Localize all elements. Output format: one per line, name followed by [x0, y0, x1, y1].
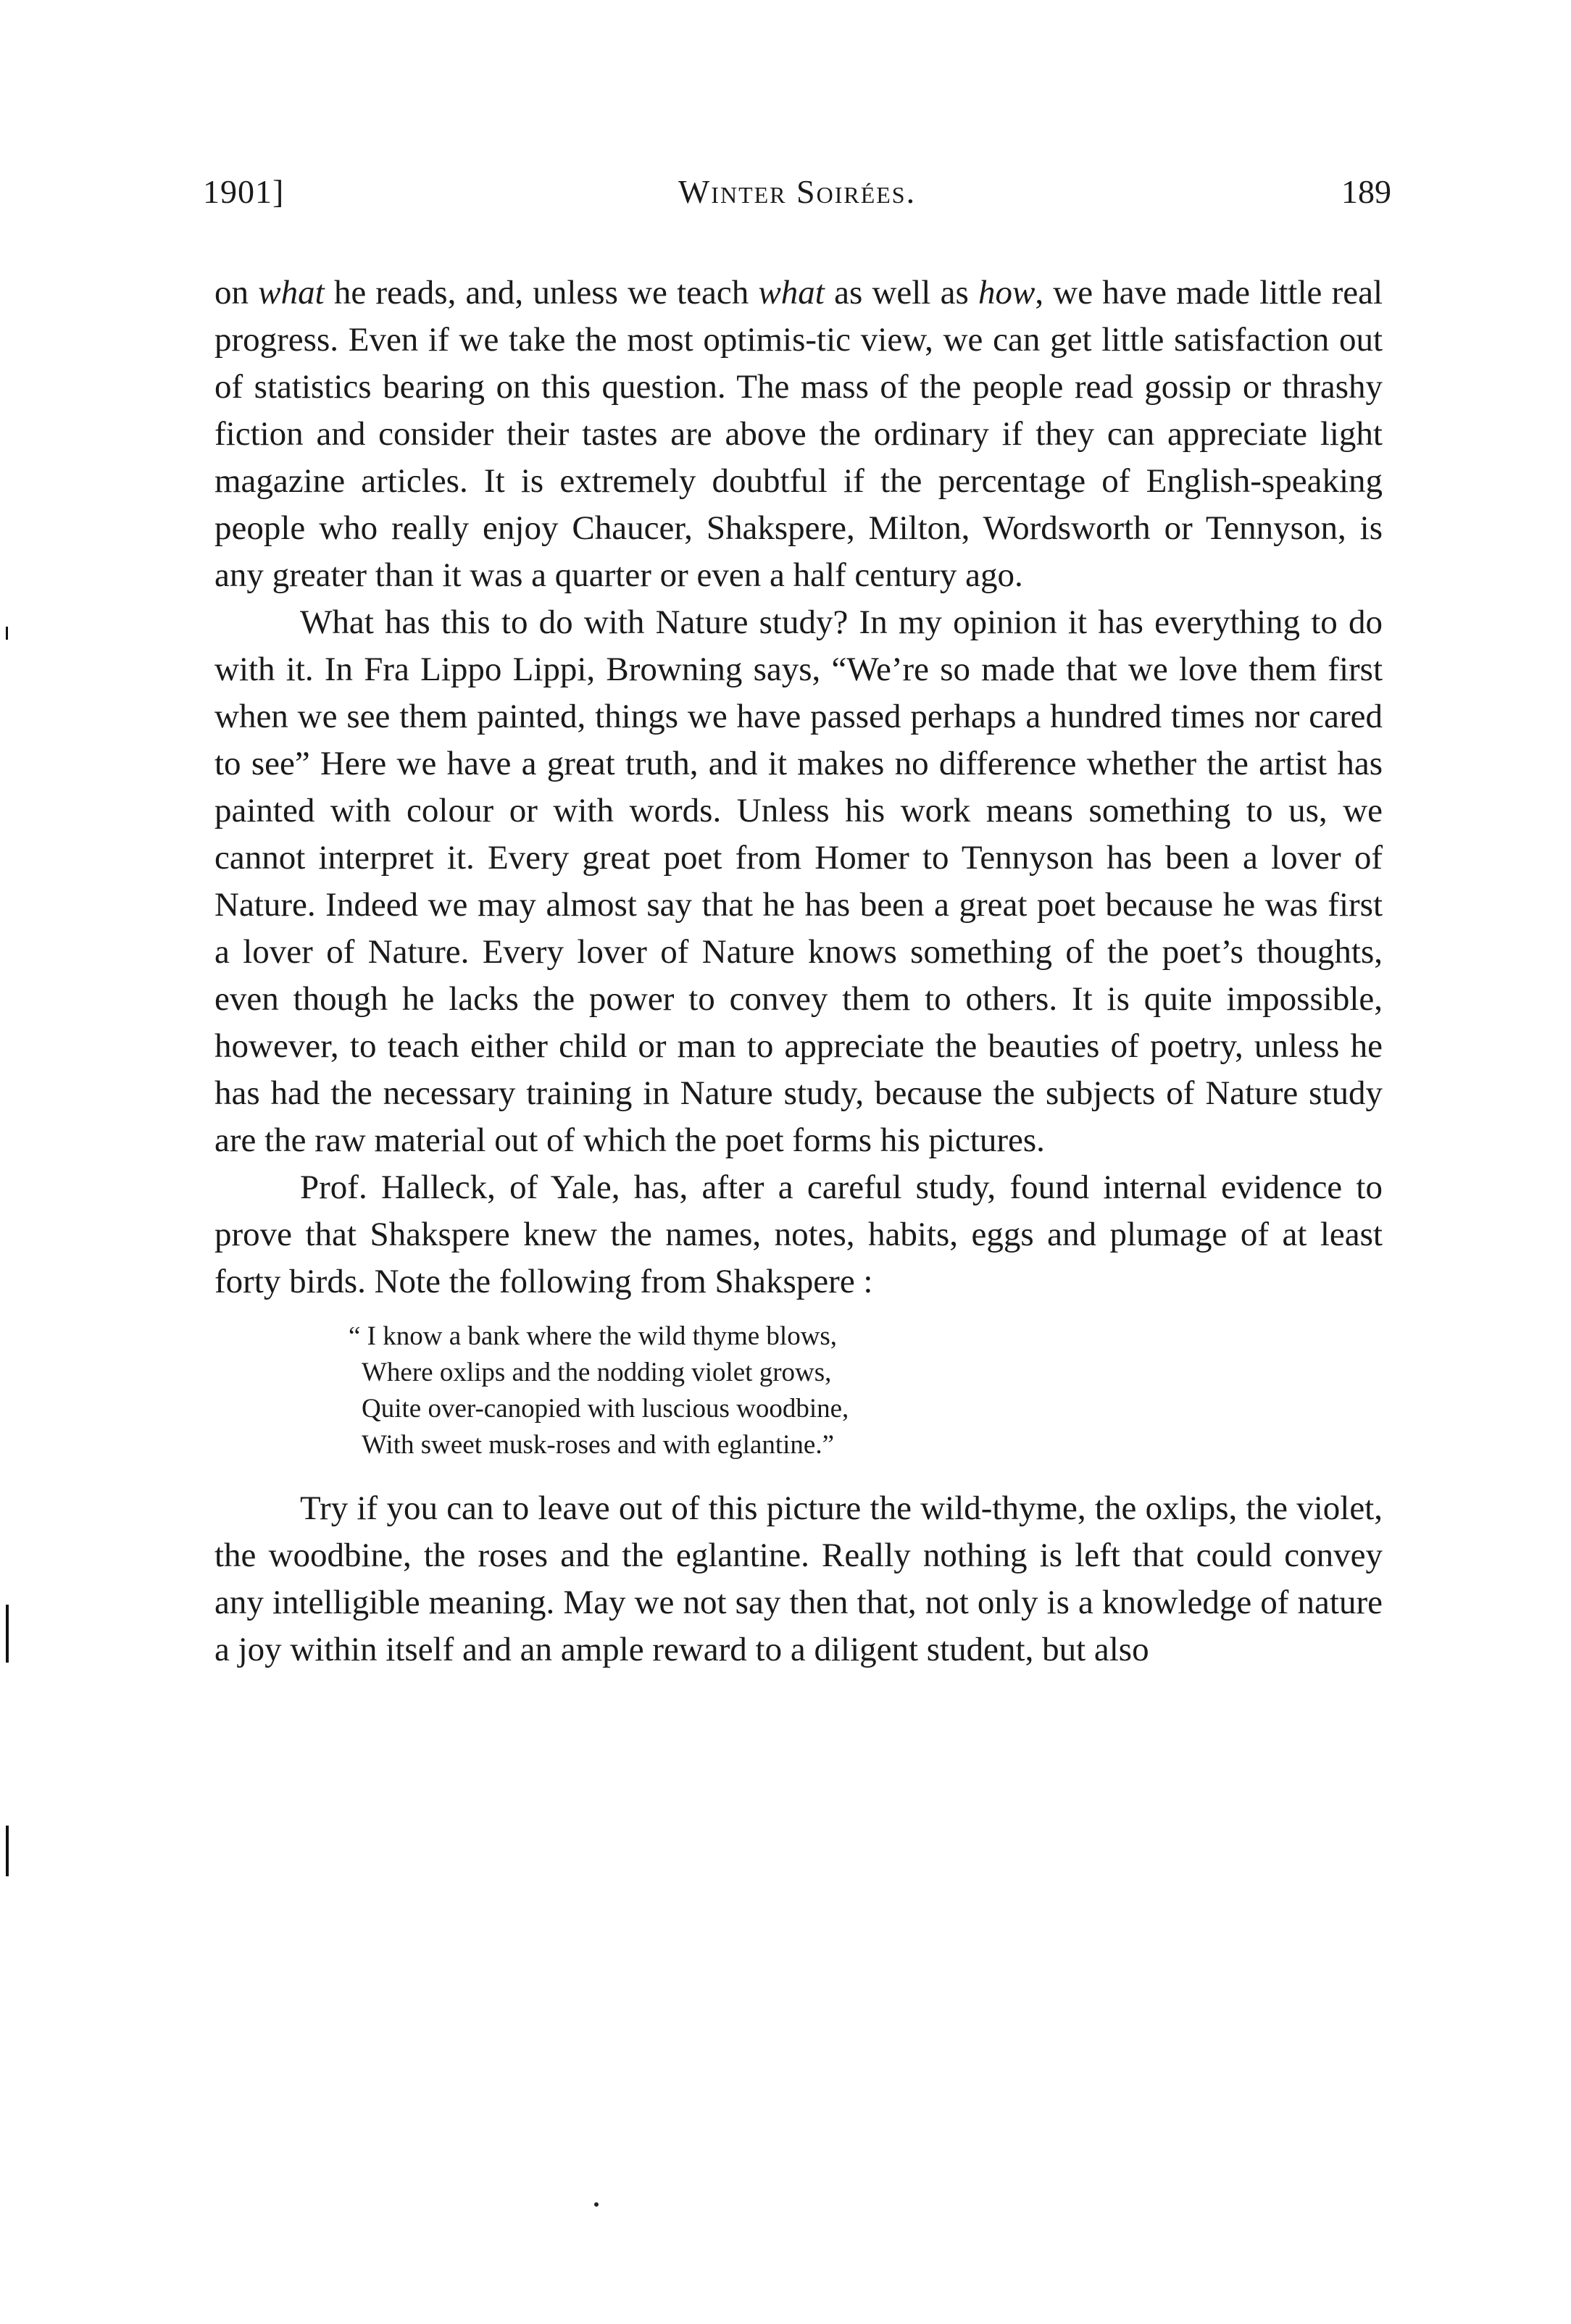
paragraph-4: Try if you can to leave out of this picture the wild-thyme, the oxlips, the violet, the woodbine, the roses and the eglantine. Really nothing is left that could convey any intelligible meaning. May we not say then that, not only is a knowledge of nature a joy within itself and an ample reward to a diligent student, but also [214, 1489, 1383, 1668]
header-year: 1901] [203, 173, 285, 210]
paragraph-1-text-a: on [214, 274, 259, 312]
paragraph-3: Prof. Halleck, of Yale, has, after a careful study, found internal evidence to prove that Shakspere knew the names, notes, habits, eggs and plumage of at least forty birds. Note the following from Shakspere : [214, 1169, 1383, 1300]
header-title: Winter Soirées. [678, 173, 917, 210]
paragraph-1-text-d: , we have made little real progress. Even if we take the most optimis-tic view, we can get little satisfaction out of statistics bearing on this question. The mass of the people read gossip or thrashy fiction and consider their tastes are above the ordinary if they can appreciate light magazine articles. It is extremely doubtful if the percentage of English-speaking people who really enjoy Chaucer, Shakspere, Milton, Wordsworth or Tennyson, is any greater than it was a quarter or even a half century ago. [214, 274, 1383, 594]
verse-line-2: Where oxlips and the nodding violet grows, [362, 1358, 832, 1387]
shakespeare-verse [349, 1318, 1383, 1463]
emphasis-what-1: what [258, 274, 325, 312]
page-body [214, 269, 1383, 1673]
paragraph-1-text-c: as well as [824, 274, 978, 312]
scan-margin-mark [6, 627, 8, 640]
paragraph-1 [214, 269, 1383, 599]
emphasis-what-2: what [758, 274, 825, 312]
emphasis-how: how [978, 274, 1035, 312]
verse-line-3: Quite over-canopied with luscious woodbine, [362, 1394, 849, 1424]
running-header [203, 172, 1391, 223]
paragraph-2: What has this to do with Nature study? In my opinion it has everything to do with it. In Fra Lippo Lippi, Browning says, “We’re so made that we love them first when we see them painted, things we have passed perhaps a hundred times nor cared to see” Here we have a great truth, and it makes no difference whether the artist has painted with colour or with words. Unless his work means something to us, we cannot interpret it. Every great poet from Homer to Tennyson has been a lover of Nature. Indeed we may almost say that he has been a great poet because he was first a lover of Nature. Every lover of Nature knows something of the poet’s thoughts, even though he lacks the power to convey them to others. It is quite impossible, however, to teach either child or man to appreciate the beauties of poetry, unless he has had the necessary training in Nature study, because the subjects of Nature study are the raw material out of which the poet forms his pictures. [214, 603, 1383, 1159]
verse-line-4: With sweet musk-roses and with eglantine.” [362, 1430, 835, 1460]
paragraph-1-text-b: he reads, and, unless we teach [324, 274, 759, 312]
scan-margin-mark [6, 1826, 9, 1876]
verse-line-1: “ I know a bank where the wild thyme blows, [349, 1321, 838, 1351]
scan-speck [594, 2202, 599, 2207]
page-number: 189 [1341, 173, 1391, 210]
scan-margin-mark [6, 1605, 9, 1663]
